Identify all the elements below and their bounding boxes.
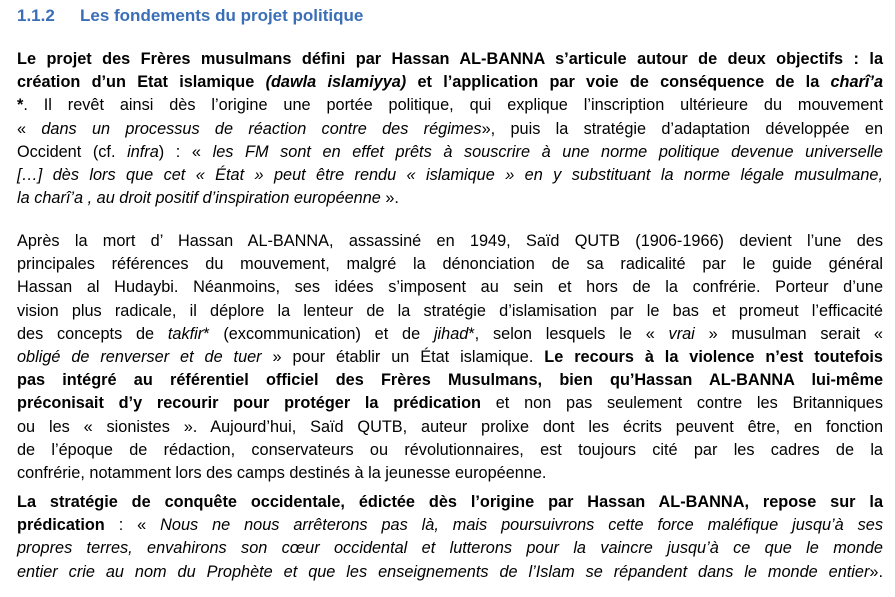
text-run: la charî’a , au droit positif d’inspiration européenne	[17, 189, 381, 208]
text-run: création d’un Etat islamique	[17, 73, 266, 92]
text-line	[17, 276, 883, 299]
text-line	[17, 346, 883, 369]
text-run: obligé de renverser et de tuer	[17, 348, 262, 366]
text-run: infra	[127, 142, 159, 161]
text-line	[17, 462, 883, 485]
section-title: Les fondements du projet politique	[80, 6, 364, 25]
text-run: de l’époque de rédaction, conservateurs ou révolutionnaires, est toujours cité par les cadres de la	[17, 440, 883, 459]
text-run: *	[17, 96, 24, 115]
text-run: vision plus radicale, il déplore la lenteur de la stratégie d’islamisation par le bas et promeut l’efficacité	[17, 301, 883, 320]
text-run: dans un processus de réaction contre des régimes	[41, 119, 482, 138]
text-run: ) : «	[158, 142, 213, 161]
text-run: : «	[104, 516, 161, 535]
text-line	[17, 537, 883, 560]
text-line	[17, 300, 883, 323]
text-run: et l’application par voie de conséquence de la	[406, 73, 831, 92]
text-run: propres terres, envahirons son cœur occidental et lutterons pour la vaincre jusqu’à ce que le monde	[17, 539, 883, 558]
text-line	[17, 94, 883, 117]
text-run: ».	[380, 189, 399, 208]
text-run: » pour établir un État islamique.	[261, 348, 545, 366]
text-line	[17, 439, 883, 462]
text-run: pas intégré au référentiel officiel des Frères Musulmans, bien qu’Hassan AL-BANNA lui-même	[17, 371, 883, 390]
text-run: les FM sont en effet prêts à souscrire à une norme politique devenue universelle	[212, 142, 883, 161]
text-line	[17, 164, 883, 187]
text-run: * (excommunication) et de	[203, 324, 434, 343]
text-line	[17, 561, 883, 584]
text-run: jihad	[433, 324, 469, 343]
text-run: […] dès lors que cet « État » peut être rendu « islamique » en y substituant la norme légale musulmane,	[17, 166, 883, 184]
text-run: Hassan al Hudaybi. Néanmoins, ses idées s’imposent au sein et hors de la confrérie. Porteur d’une	[17, 278, 883, 297]
text-line	[17, 71, 883, 94]
text-run: Le projet des Frères musulmans défini par Hassan AL-BANNA s’articule autour de deux objectifs : la	[17, 50, 883, 68]
text-line	[17, 253, 883, 276]
section-number: 1.1.2	[17, 6, 55, 25]
text-run: », puis la stratégie d’adaptation développée en	[481, 119, 883, 138]
text-run: Occident (cf.	[17, 142, 128, 161]
text-run: (dawla islamiyya)	[265, 73, 407, 92]
text-run: » musulman serait «	[694, 324, 883, 343]
text-line	[17, 392, 883, 415]
text-run: . Il revêt ainsi dès l’origine une portée politique, qui explique l’inscription ultérieure du mouvement	[23, 96, 883, 115]
text-run: préconisait d’y recourir pour protéger la prédication	[17, 394, 481, 413]
text-run: Nous ne nous arrêterons pas là, mais poursuivrons cette force maléfique jusqu’à ses	[160, 516, 883, 535]
text-run: ou les « sionistes ». Aujourd’hui, Saïd QUTB, auteur prolixe dont les écrits peuvent être, en fonction	[17, 417, 883, 436]
text-run: principales références du mouvement, malgré la dénonciation de sa radicalité par le guide général	[17, 255, 883, 274]
text-run: et non pas seulement contre les Britanniques	[481, 394, 883, 413]
text-run: La stratégie de conquête occidentale, édictée dès l’origine par Hassan AL-BANNA, repose sur la	[17, 493, 883, 511]
text-run: *, selon lesquels le «	[468, 324, 669, 343]
text-run: des concepts de	[17, 324, 168, 343]
text-run: vrai	[668, 324, 695, 343]
text-run: charî’a	[830, 73, 883, 92]
text-run: «	[17, 119, 42, 138]
text-run: prédication	[17, 516, 105, 535]
text-line	[17, 323, 883, 346]
text-run: Après la mort d’ Hassan AL-BANNA, assassiné en 1949, Saïd QUTB (1906-1966) devient l’une des	[17, 232, 883, 250]
text-run: Le recours à la violence n’est toutefois	[544, 348, 883, 366]
text-line	[17, 491, 883, 514]
text-line	[17, 514, 883, 537]
section-heading	[17, 6, 363, 30]
text-run: confrérie, notamment lors des camps destinés à la jeunesse européenne.	[17, 464, 547, 482]
text-run: ».	[869, 562, 883, 581]
text-run: takfir	[167, 324, 204, 343]
text-line	[17, 48, 883, 71]
text-line	[17, 118, 883, 141]
text-line	[17, 369, 883, 392]
text-line	[17, 141, 883, 164]
text-line	[17, 416, 883, 439]
text-run: entier crie au nom du Prophète et que les enseignements de l’Islam se répandent dans le monde entier	[17, 562, 870, 581]
text-line	[17, 187, 883, 210]
text-line	[17, 230, 883, 253]
